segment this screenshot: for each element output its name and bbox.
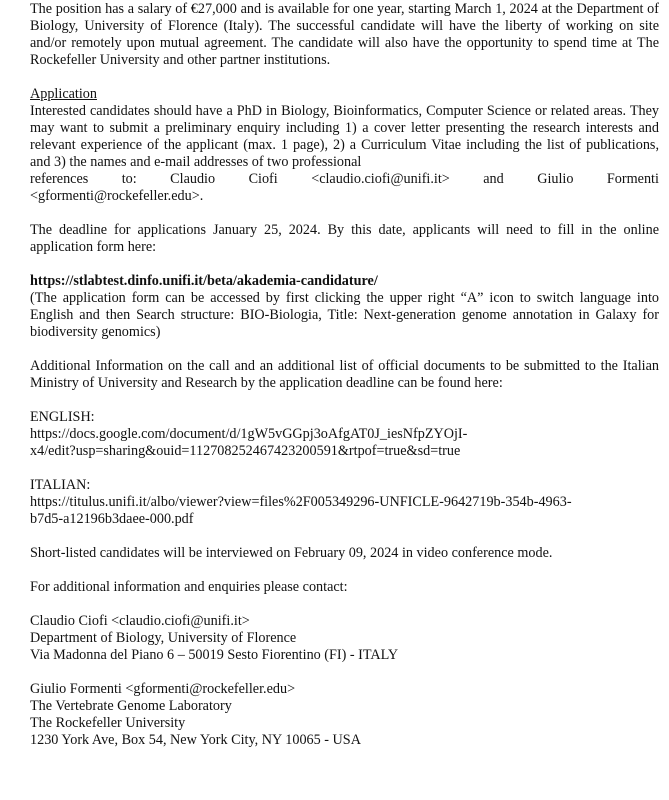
english-url-line1[interactable]: https://docs.google.com/document/d/1gW5vGGpj3oAfgAT0J_iesNfpZYOjI-	[30, 426, 468, 442]
deadline-paragraph: The deadline for applications January 25, 2024. By this date, applicants will need to fill in the online application form here:	[30, 222, 659, 255]
contact-address-line: The Vertebrate Genome Laboratory	[30, 698, 232, 714]
italian-url-line2[interactable]: b7d5-a12196b3daee-000.pdf	[30, 511, 194, 527]
ref-end-email[interactable]: <gformenti@rockefeller.edu>.	[30, 188, 204, 204]
english-section	[30, 409, 659, 460]
ref-word: Giulio	[537, 171, 574, 187]
application-form-link[interactable]	[30, 273, 659, 290]
form-section	[30, 273, 659, 341]
application-section	[30, 86, 659, 205]
additional-info-paragraph: Additional Information on the call and an additional list of official documents to be submitted to the Italian Ministry of University and Research by the application deadline can be found here:	[30, 358, 659, 391]
ref-email[interactable]: <claudio.ciofi@unifi.it>	[311, 171, 450, 187]
application-heading: Application	[30, 86, 97, 102]
contact-name-email[interactable]: Giulio Formenti <gformenti@rockefeller.edu>	[30, 681, 296, 697]
contact-address-line: Department of Biology, University of Florence	[30, 630, 297, 646]
application-body: Interested candidates should have a PhD in Biology, Bioinformatics, Computer Science or related areas. They may want to submit a preliminary enquiry including 1) a cover letter presenting the research interests and relevant experience of the applicant (max. 1 page), 2) a Curriculum Vitae including the list of publications, and 3) the names and e-mail addresses of two professional	[30, 103, 659, 170]
contact-address-line: Via Madonna del Piano 6 – 50019 Sesto Fiorentino (FI) - ITALY	[30, 647, 399, 663]
references-line	[30, 171, 659, 188]
ref-word: Ciofi	[248, 171, 278, 187]
form-note: (The application form can be accessed by first clicking the upper right “A” icon to switch language into English and then Search structure: BIO-Biologia, Title: Next-generation genome annotation in Galaxy for biodiversity genomics)	[30, 290, 659, 340]
italian-url-line1[interactable]: https://titulus.unifi.it/albo/viewer?view=files%2F005349296-UNFICLE-9642719b-354b-4963-	[30, 494, 572, 510]
interview-paragraph: Short-listed candidates will be interviewed on February 09, 2024 in video conference mode.	[30, 545, 553, 561]
italian-label: ITALIAN:	[30, 477, 91, 493]
intro-paragraph: The position has a salary of €27,000 and is available for one year, starting March 1, 2024 at the Department of Biology, University of Florence (Italy). The successful candidate will have the liberty of working on site and/or remotely upon mutual agreement. The candidate will also have the opportunity to spend time at The Rockefeller University and other partner institutions.	[30, 1, 659, 68]
contact-claudio	[30, 613, 659, 664]
italian-section	[30, 477, 659, 528]
english-label: ENGLISH:	[30, 409, 95, 425]
contact-address-line: 1230 York Ave, Box 54, New York City, NY 10065 - USA	[30, 732, 361, 748]
application-form-url[interactable]: https://stlabtest.dinfo.unifi.it/beta/akademia-candidature/	[30, 273, 378, 289]
ref-word: and	[483, 171, 504, 187]
ref-word: references	[30, 171, 89, 187]
english-url-line2[interactable]: x4/edit?usp=sharing&ouid=112708252467423200591&rtpof=true&sd=true	[30, 443, 461, 459]
contact-address-line: The Rockefeller University	[30, 715, 186, 731]
contact-name-email[interactable]: Claudio Ciofi <claudio.ciofi@unifi.it>	[30, 613, 250, 629]
ref-word: Claudio	[170, 171, 216, 187]
ref-word: Formenti	[606, 171, 659, 187]
contact-intro: For additional information and enquiries please contact:	[30, 579, 348, 595]
ref-word: to:	[121, 171, 137, 187]
contact-giulio	[30, 681, 659, 749]
